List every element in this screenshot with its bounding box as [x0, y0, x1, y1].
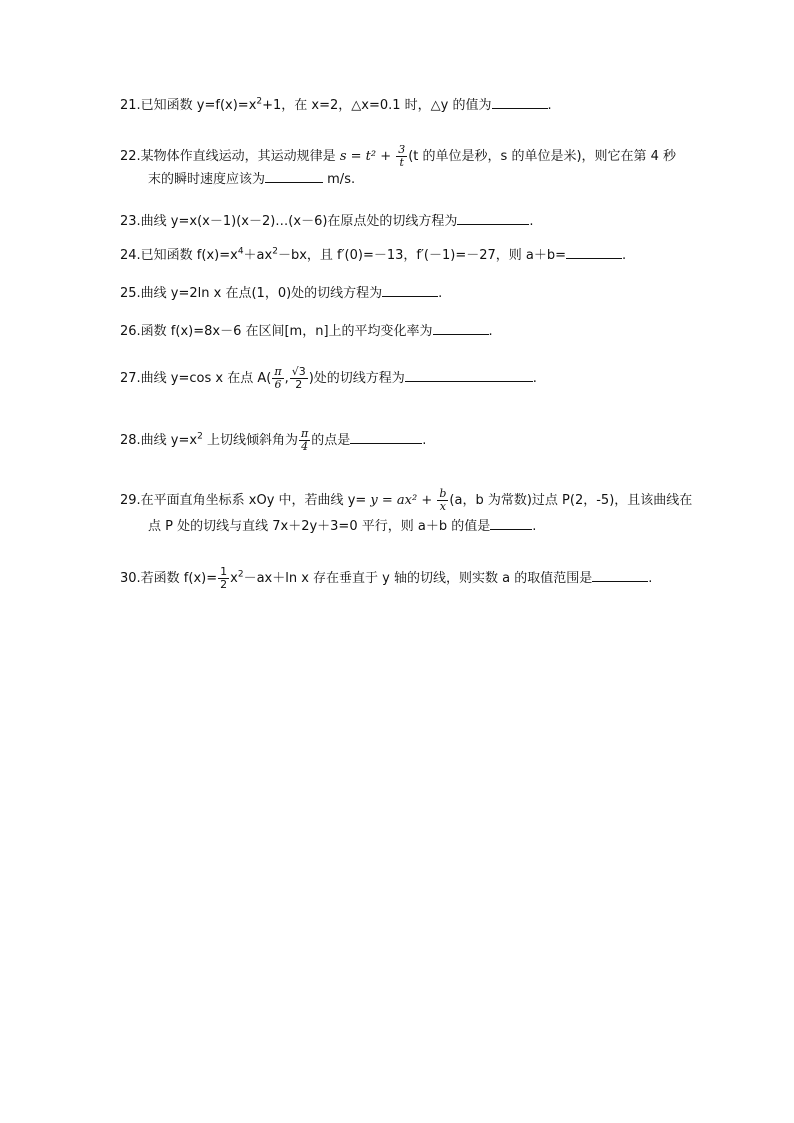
q28-sup: 2: [197, 431, 203, 442]
q25-answer-blank[interactable]: [382, 284, 438, 297]
q28-frac-num: π: [300, 427, 309, 440]
q30-frac-num: 1: [220, 565, 228, 578]
q27-frac2-den: 2: [295, 378, 303, 391]
q29-answer-blank[interactable]: [490, 517, 532, 530]
q30-text-a: 30.若函数 f(x)=: [120, 571, 218, 586]
q22-unit: m/s.: [323, 172, 356, 187]
question-22: [120, 144, 710, 191]
q27-frac1-num: π: [274, 365, 282, 378]
q27-frac1-den: 6: [274, 378, 282, 391]
q29-expression: y = ax² +: [370, 493, 437, 508]
q22-answer-blank[interactable]: [265, 170, 323, 183]
q23-period: .: [529, 214, 534, 229]
q22-frac-num: 3: [398, 143, 406, 156]
q24-period: .: [622, 248, 627, 263]
q30-answer-blank[interactable]: [592, 569, 648, 582]
q28-period: .: [422, 433, 427, 448]
q24-sup-b: 2: [272, 246, 278, 257]
q29-fraction: [437, 488, 448, 513]
q27-period: .: [532, 371, 537, 386]
q29-line-2: [120, 514, 710, 540]
question-25: [120, 284, 710, 303]
q28-frac-den: 4: [301, 440, 309, 453]
q27-text-a: 27.曲线 y=cos x 在点 A(: [120, 371, 272, 386]
q26-period: .: [488, 324, 493, 339]
q24-answer-blank[interactable]: [566, 246, 622, 259]
question-21: [120, 96, 710, 115]
q29-frac-num: b: [439, 487, 447, 500]
question-26: [120, 322, 710, 341]
q27-text-b: )处的切线方程为: [308, 371, 405, 386]
q22-frac-den: t: [399, 156, 404, 169]
q28-text-a: 28.曲线 y=x: [120, 433, 198, 448]
q28-fraction: [299, 428, 310, 453]
q21-text-a: 21.已知函数 y=f(x)=x: [120, 98, 257, 113]
q27-comma: ,: [284, 371, 289, 386]
q21-text-b: +1，在 x=2，△x=0.1 时，△y 的值为: [262, 98, 492, 113]
q24-text-b: ＋ax: [243, 248, 273, 263]
q23-text-a: 23.曲线 y=x(x－1)(x－2)…(x－6)在原点处的切线方程为: [120, 214, 458, 229]
q26-text-a: 26.函数 f(x)=8x－6 在区间[m，n]上的平均变化率为: [120, 324, 433, 339]
q28-answer-blank[interactable]: [350, 431, 422, 444]
q22-expression: s = t² +: [339, 149, 396, 164]
q28-text-c: 的点是: [311, 433, 351, 448]
q27-frac2-num: √3: [291, 365, 306, 378]
question-23: [120, 212, 710, 231]
q27-answer-blank[interactable]: [405, 369, 533, 382]
question-29: [120, 488, 710, 540]
q30-period: .: [648, 571, 653, 586]
q22-fraction: [396, 144, 407, 169]
q22-text-a: 22.某物体作直线运动，其运动规律是: [120, 149, 340, 164]
q29-text-c: 点 P 处的切线与直线 7x＋2y＋3=0 平行，则 a＋b 的值是: [148, 519, 491, 534]
q30-fraction: [218, 566, 229, 591]
q23-answer-blank[interactable]: [457, 212, 529, 225]
q24-text-a: 24.已知函数 f(x)=x: [120, 248, 238, 263]
q27-fraction-2: [290, 366, 308, 391]
q28-text-b: 上切线倾斜角为: [202, 433, 298, 448]
question-24: [120, 246, 710, 265]
q30-frac-den: 2: [220, 578, 228, 591]
q27-fraction-1: [272, 366, 283, 391]
q24-sup-a: 4: [237, 246, 244, 257]
q30-sup: 2: [237, 569, 244, 580]
q25-text-a: 25.曲线 y=2ln x 在点(1，0)处的切线方程为: [120, 286, 383, 301]
q21-answer-blank[interactable]: [492, 96, 548, 109]
q26-answer-blank[interactable]: [433, 322, 489, 335]
q30-text-b: x: [230, 571, 238, 586]
q29-text-b: (a，b 为常数)过点 P(2，-5)，且该曲线在: [449, 493, 693, 508]
question-30: [120, 566, 710, 591]
q25-period: .: [438, 286, 443, 301]
q29-frac-den: x: [439, 500, 446, 513]
question-27: [120, 366, 710, 391]
q24-text-c: －bx，且 f′(0)=－13，f′(－1)=－27，则 a＋b=: [277, 248, 567, 263]
q29-period: .: [532, 519, 537, 534]
q29-text-a: 29.在平面直角坐标系 xOy 中，若曲线 y=: [120, 493, 371, 508]
q22-line-2: [120, 169, 710, 191]
q30-text-c: －ax＋ln x 存在垂直于 y 轴的切线，则实数 a 的取值范围是: [243, 571, 593, 586]
question-28: [120, 428, 710, 453]
q21-sup: 2: [256, 96, 263, 107]
q21-period: .: [547, 98, 552, 113]
q22-text-b: (t 的单位是秒，s 的单位是米)，则它在第 4 秒: [408, 149, 677, 164]
q22-text-c: 末的瞬时速度应该为: [148, 172, 266, 187]
